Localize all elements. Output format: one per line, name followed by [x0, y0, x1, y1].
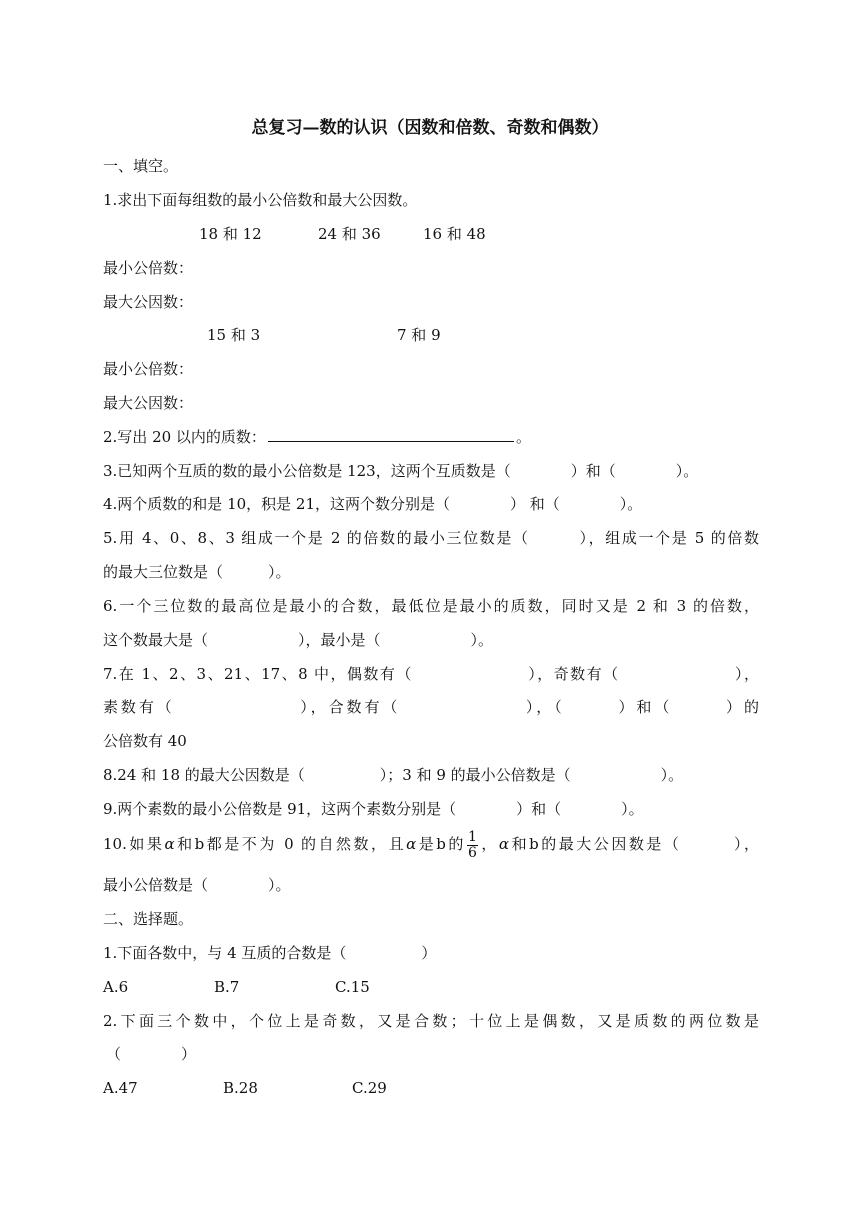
q1-gcd-label-2: 最大公因数：: [103, 394, 194, 412]
q9-text: 9.两个素数的最小公倍数是 91，这两个素数分别是（ ）和（ ）。: [103, 800, 644, 818]
page-title: 总复习—数的认识（因数和倍数、奇数和偶数）: [251, 118, 609, 138]
q10-fraction: [467, 830, 478, 861]
q10-mid1: 和b都是不为 0 的自然数，且: [174, 835, 407, 853]
q1-text: 1.求出下面每组数的最小公倍数和最大公因数。: [103, 191, 418, 209]
q10-pre: 10.如果: [103, 835, 165, 853]
c1-option-b[interactable]: B.7: [214, 978, 240, 996]
section-fill-heading: 一、填空。: [103, 157, 179, 175]
q10-alpha-2: α: [406, 835, 417, 853]
q2-answer-blank[interactable]: [268, 427, 514, 442]
q6-line-1: 6.一个三位数的最高位是最小的合数，最低位是最小的质数，同时又是 2 和 3 的倍数，: [103, 597, 759, 615]
c1-text: 1.下面各数中，与 4 互质的合数是（ ）: [103, 944, 437, 962]
q10-line-1: [103, 829, 759, 861]
q10-alpha-1: α: [164, 835, 175, 853]
c2-option-b[interactable]: B.28: [223, 1079, 258, 1097]
q10-mid2: 是b的: [416, 835, 466, 853]
q1-lcm-label-1: 最小公倍数：: [103, 259, 194, 277]
q2-text: 2.写出 20 以内的质数：: [103, 428, 266, 446]
q10-fraction-numerator: 1: [467, 828, 477, 845]
c1-option-c[interactable]: C.15: [335, 978, 370, 996]
q10-post: 和b的最大公因数是（ ），: [509, 835, 760, 853]
q2-line: [103, 427, 759, 447]
q10-mid3: ，: [478, 835, 499, 853]
q6-line-2: 这个数最大是（ ），最小是（ ）。: [103, 631, 494, 649]
q7-line-2: 素数有（ ），合数有（ ），（ ）和（ ）的: [103, 698, 759, 716]
c2-paren: （ ）: [106, 1045, 197, 1063]
c2-text: 2.下面三个数中，个位上是奇数，又是合数；十位上是偶数，又是质数的两位数是: [103, 1012, 759, 1030]
q1-pair-3: 16 和 48: [423, 225, 486, 243]
q1-pair-2: 24 和 36: [318, 225, 381, 243]
q1-pair-5: 7 和 9: [397, 326, 441, 344]
q4-text: 4.两个质数的和是 10，积是 21，这两个数分别是（ ） 和（ ）。: [103, 495, 643, 513]
q8-text: 8.24 和 18 的最大公因数是（ ）；3 和 9 的最小公倍数是（ ）。: [103, 766, 684, 784]
c2-option-a[interactable]: A.47: [103, 1079, 138, 1097]
q10-alpha-3: α: [498, 835, 510, 853]
c1-option-a[interactable]: A.6: [103, 978, 129, 996]
section-choice-heading: 二、选择题。: [103, 910, 194, 928]
q5-line-1: 5.用 4、0、8、3 组成一个是 2 的倍数的最小三位数是（ ），组成一个是 5 的倍数: [103, 529, 759, 547]
q7-line-3: 公倍数有 40: [103, 732, 187, 750]
q1-gcd-label-1: 最大公因数：: [103, 293, 194, 311]
q10-fraction-denominator: 6: [467, 844, 477, 861]
q10-line-2: 最小公倍数是（ ）。: [103, 876, 291, 894]
q1-pair-1: 18 和 12: [199, 225, 262, 243]
c2-option-c[interactable]: C.29: [352, 1079, 387, 1097]
q2-end: 。: [515, 428, 531, 446]
q1-lcm-label-2: 最小公倍数：: [103, 360, 194, 378]
q1-pair-4: 15 和 3: [207, 326, 261, 344]
q7-line-1: 7.在 1、2、3、21、17、8 中，偶数有（ ），奇数有（ ），: [103, 665, 759, 683]
q5-line-2: 的最大三位数是（ ）。: [103, 563, 291, 581]
q3-text: 3.已知两个互质的数的最小公倍数是 123，这两个互质数是（ ）和（ ）。: [103, 462, 699, 480]
